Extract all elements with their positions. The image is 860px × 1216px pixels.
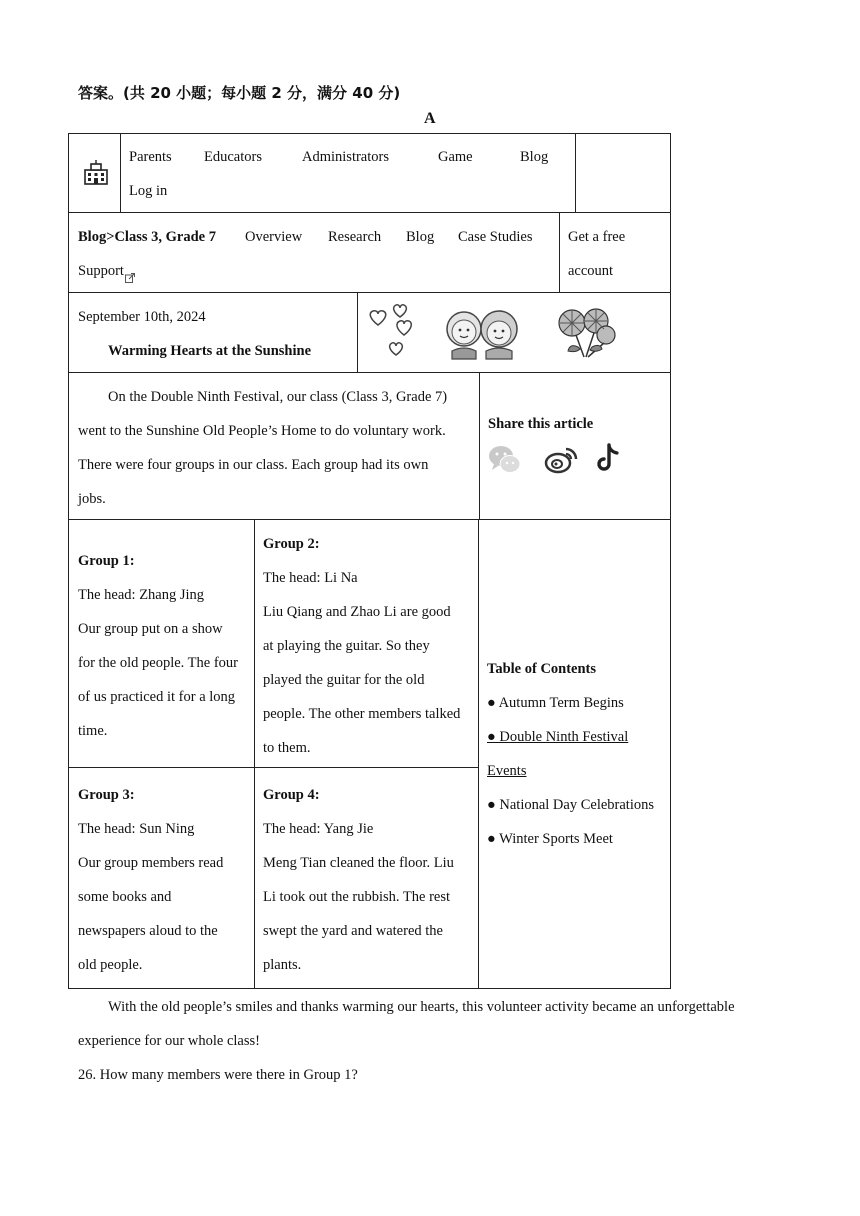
- toc-item-label: ● Double Ninth Festival: [487, 729, 629, 745]
- tiktok-icon[interactable]: [596, 443, 622, 480]
- group-line: swept the yard and watered the: [263, 923, 443, 939]
- nav-link-educators[interactable]: Educators: [204, 149, 262, 165]
- toc-cell: [478, 519, 671, 989]
- toc-item-label: Events: [487, 763, 527, 779]
- subnav-case-studies[interactable]: Case Studies: [458, 229, 533, 245]
- intro-line: On the Double Ninth Festival, our class (Class 3, Grade 7): [108, 389, 448, 405]
- group-head: The head: Sun Ning: [78, 821, 195, 837]
- intro-line: went to the Sunshine Old People’s Home to do voluntary work.: [78, 423, 446, 439]
- group-line: people. The other members talked: [263, 706, 461, 722]
- group-1-cell: [68, 519, 255, 768]
- share-title: Share this article: [488, 416, 594, 432]
- group-line: to them.: [263, 740, 311, 756]
- group-line: for the old people. The four: [78, 655, 238, 671]
- group-line: time.: [78, 723, 108, 739]
- external-link-icon: [125, 262, 135, 296]
- intro-line: There were four groups in our class. Each group had its own: [78, 457, 429, 473]
- section-letter: A: [424, 110, 436, 127]
- toc-item[interactable]: ● National Day Celebrations: [487, 797, 655, 813]
- school-building-icon: [83, 160, 109, 191]
- group-line: old people.: [78, 957, 143, 973]
- group-head: The head: Li Na: [263, 570, 358, 586]
- chrysanthemum-icon: [554, 307, 620, 364]
- group-line: newspapers aloud to the: [78, 923, 218, 939]
- group-3-cell: [68, 767, 255, 989]
- article-title: Warming Hearts at the Sunshine: [108, 343, 312, 359]
- site-nav: [68, 133, 671, 213]
- weibo-icon[interactable]: [544, 445, 578, 480]
- subnav-overview[interactable]: Overview: [245, 229, 303, 245]
- nav-links: [129, 140, 575, 208]
- group-line: Our group members read: [78, 855, 224, 871]
- support-label: Support: [78, 263, 124, 279]
- group-line: at playing the guitar. So they: [263, 638, 430, 654]
- group-head: The head: Zhang Jing: [78, 587, 205, 603]
- group-line: Li took out the rubbish. The rest: [263, 889, 450, 905]
- nav-link-game[interactable]: Game: [438, 149, 473, 165]
- intro-line: jobs.: [78, 491, 106, 507]
- subnav-research[interactable]: Research: [328, 229, 382, 245]
- cta-line1: Get a free: [568, 229, 626, 245]
- group-line: Meng Tian cleaned the floor. Liu: [263, 855, 454, 871]
- toc-item[interactable]: ● Winter Sports Meet: [487, 831, 613, 847]
- support-link[interactable]: [78, 254, 558, 296]
- group-name: Group 3:: [78, 787, 135, 803]
- closing-paragraph: [78, 990, 798, 1058]
- breadcrumb[interactable]: Blog>Class 3, Grade 7: [78, 229, 216, 245]
- wechat-icon[interactable]: [488, 443, 522, 482]
- hearts-icon: [366, 303, 416, 364]
- subnav-blog[interactable]: Blog: [406, 229, 435, 245]
- group-line: Our group put on a show: [78, 621, 223, 637]
- group-line: Liu Qiang and Zhao Li are good: [263, 604, 451, 620]
- article-header: [68, 292, 671, 373]
- group-2-cell: [254, 519, 479, 768]
- toc-item-active-cont[interactable]: [487, 754, 671, 788]
- logo-cell: [69, 134, 121, 212]
- intro-text: [78, 380, 478, 516]
- picture-cell: [357, 293, 670, 372]
- group-head: The head: Yang Jie: [263, 821, 374, 837]
- article-date: September 10th, 2024: [78, 309, 206, 325]
- login-link[interactable]: Log in: [129, 183, 168, 199]
- group-name: Group 1:: [78, 553, 135, 569]
- nav-link-administrators[interactable]: Administrators: [302, 149, 389, 165]
- group-4-cell: [254, 767, 479, 989]
- group-name: Group 4:: [263, 787, 320, 803]
- toc-item-active[interactable]: [487, 720, 671, 754]
- nav-link-blog[interactable]: Blog: [520, 149, 549, 165]
- closing-line: experience for our whole class!: [78, 1033, 260, 1049]
- group-line: played the guitar for the old: [263, 672, 425, 688]
- intro-row: [68, 372, 671, 520]
- question-26: 26. How many members were there in Group 1?: [78, 1067, 358, 1083]
- group-name: Group 2:: [263, 536, 320, 552]
- group-line: of us practiced it for a long: [78, 689, 236, 705]
- group-line: plants.: [263, 957, 302, 973]
- exam-instruction: 答案。(共 20 小题；每小题 2 分，满分 40 分): [78, 84, 401, 102]
- nav-link-parents[interactable]: Parents: [129, 149, 172, 165]
- group-line: some books and: [78, 889, 172, 905]
- elderly-couple-icon: [442, 305, 522, 366]
- nav-right-cell: [575, 134, 576, 212]
- toc-item[interactable]: ● Autumn Term Begins: [487, 695, 624, 711]
- closing-line: With the old people’s smiles and thanks warming our hearts, this volunteer activity became an unforgettable: [108, 999, 735, 1015]
- cta-cell[interactable]: [559, 213, 670, 292]
- toc-title: Table of Contents: [487, 661, 597, 677]
- sub-nav: [68, 212, 671, 293]
- cta-line2: account: [568, 263, 614, 279]
- share-cell: [479, 373, 670, 519]
